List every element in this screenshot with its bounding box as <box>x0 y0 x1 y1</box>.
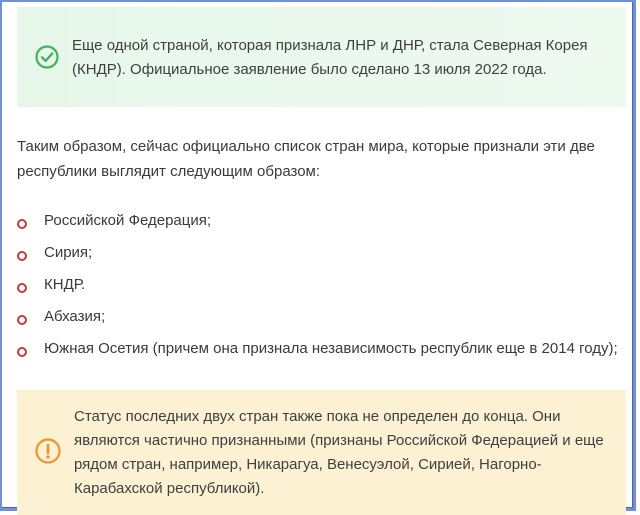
check-circle-icon <box>35 45 59 69</box>
list-item: Сирия; <box>17 240 632 272</box>
exclamation-circle-icon <box>35 438 61 464</box>
countries-list <box>17 208 632 368</box>
warning-note <box>17 390 626 515</box>
bullet-icon <box>17 251 27 261</box>
bullet-icon <box>17 283 27 293</box>
bullet-icon <box>17 347 27 357</box>
bullet-icon <box>17 219 27 229</box>
bullet-icon <box>17 315 27 325</box>
warning-note-text: Статус последних двух стран также пока не определен до конца. Они являются частично признанными (признаны Российской Федерацией и еще рядом стран, например, Никарагуа, Венесуэлой, Сирией, Нагорно-Карабахской республикой). <box>74 408 604 497</box>
success-note-text: Еще одной страной, которая признала ЛНР и ДНР, стала Северная Корея (КНДР). Официальное заявление было сделано 13 июля 2022 года. <box>72 37 588 78</box>
list-item: КНДР. <box>17 272 632 304</box>
success-note <box>17 7 626 107</box>
list-item: Российской Федерация; <box>17 208 632 240</box>
list-item: Абхазия; <box>17 304 632 336</box>
intro-paragraph: Таким образом, сейчас официально список стран мира, которые признали эти две республики выглядит следующим образом: <box>17 138 595 180</box>
list-item: Южная Осетия (причем она признала независимость республик еще в 2014 году); <box>17 336 632 368</box>
